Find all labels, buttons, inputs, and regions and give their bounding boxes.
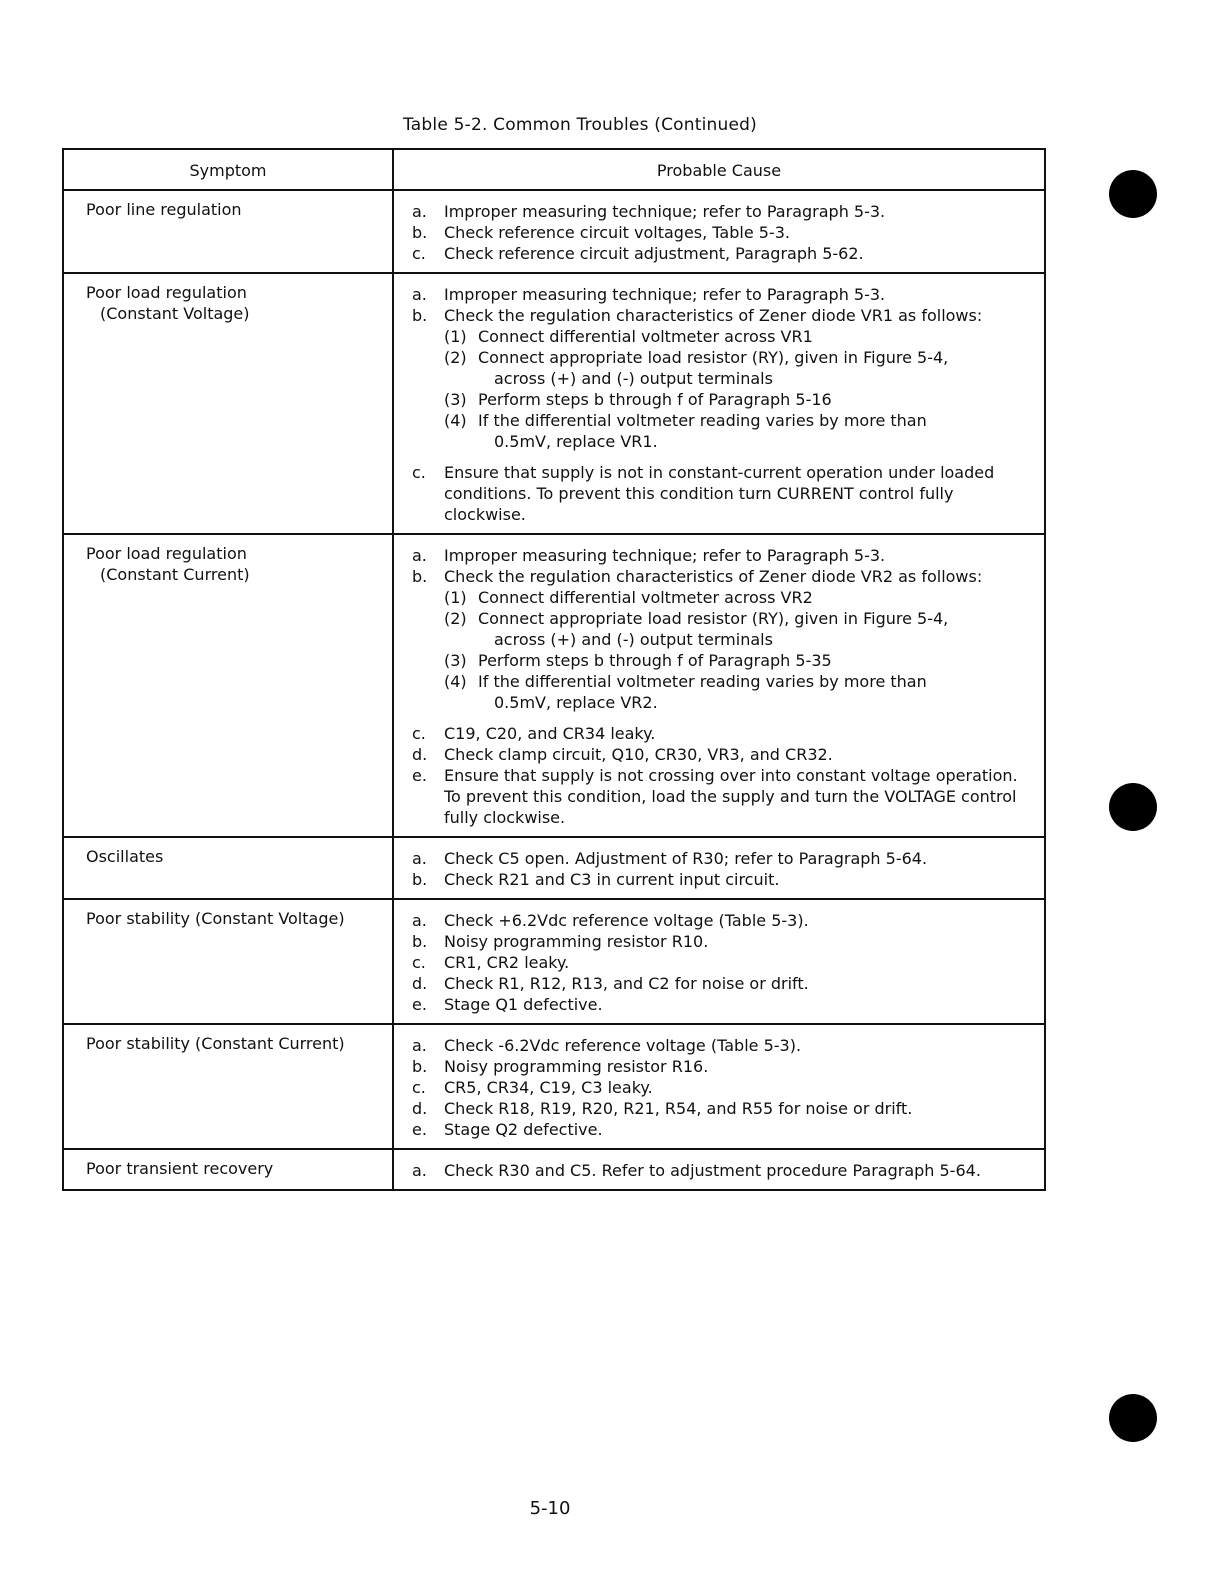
cause-item [412, 848, 1032, 869]
cause-text: Noisy programming resistor R16. [444, 1057, 709, 1076]
cause-letter: c. [412, 724, 426, 743]
cause-item [412, 1056, 1032, 1077]
binder-hole-top [1109, 170, 1157, 218]
symptom-text: Poor stability (Constant Voltage) [86, 909, 345, 928]
binder-hole-middle [1109, 783, 1157, 831]
cause-text: Improper measuring technique; refer to Paragraph 5-3. [444, 546, 886, 565]
cause-text: Check +6.2Vdc reference voltage (Table 5-3). [444, 911, 809, 930]
substep-number: (4) [444, 411, 467, 430]
cause-letter: b. [412, 306, 428, 325]
cause-text: Ensure that supply is not crossing over into constant voltage operation. To prevent this condition, load the supply and turn the VOLTAGE control fully clockwise. [444, 766, 1018, 827]
probable-cause-cell [394, 838, 1044, 898]
symptom-cell [64, 535, 394, 836]
table-row [64, 1025, 1044, 1150]
symptom-text: (Constant Voltage) [100, 304, 250, 323]
symptom-cell [64, 274, 394, 533]
substep-text: If the differential voltmeter reading varies by more than [478, 672, 927, 691]
cause-letter: a. [412, 546, 427, 565]
cause-letter: c. [412, 463, 426, 482]
cause-letter: a. [412, 1036, 427, 1055]
cause-letter: b. [412, 870, 428, 889]
substep-text: Connect appropriate load resistor (RY), given in Figure 5-4, [478, 609, 949, 628]
cause-item [412, 305, 1032, 452]
cause-letter: c. [412, 1078, 426, 1097]
cause-text: Check R30 and C5. Refer to adjustment procedure Paragraph 5-64. [444, 1161, 981, 1180]
cause-text: Check clamp circuit, Q10, CR30, VR3, and CR32. [444, 745, 833, 764]
cause-item [412, 243, 1032, 264]
cause-text: Check R21 and C3 in current input circuit. [444, 870, 780, 889]
symptom-cell [64, 1150, 394, 1189]
substep-text: Perform steps b through f of Paragraph 5-35 [478, 651, 832, 670]
cause-item [412, 1160, 1032, 1181]
substep-text: Connect appropriate load resistor (RY), given in Figure 5-4, [478, 348, 949, 367]
substep-text: across (+) and (-) output terminals [494, 369, 773, 388]
symptom-text: (Constant Current) [100, 565, 250, 584]
cause-letter: a. [412, 849, 427, 868]
substep-text: If the differential voltmeter reading varies by more than [478, 411, 927, 430]
cause-letter: d. [412, 745, 428, 764]
cause-substep [444, 608, 1032, 650]
table-row [64, 535, 1044, 838]
cause-text: CR5, CR34, C19, C3 leaky. [444, 1078, 653, 1097]
cause-letter: a. [412, 285, 427, 304]
probable-cause-cell [394, 900, 1044, 1023]
cause-letter: c. [412, 953, 426, 972]
cause-text: Check R1, R12, R13, and C2 for noise or drift. [444, 974, 809, 993]
cause-substep [444, 650, 1032, 671]
cause-item [412, 1077, 1032, 1098]
substep-text: 0.5mV, replace VR2. [494, 693, 658, 712]
cause-substep [444, 347, 1032, 389]
substep-text: across (+) and (-) output terminals [494, 630, 773, 649]
symptom-text: Poor line regulation [86, 200, 242, 219]
page-number: 5-10 [529, 1498, 571, 1519]
probable-cause-cell [394, 274, 1044, 533]
probable-cause-cell [394, 1150, 1044, 1189]
cause-letter: d. [412, 974, 428, 993]
cause-item [412, 723, 1032, 744]
cause-item [412, 931, 1032, 952]
cause-letter: b. [412, 932, 428, 951]
cause-item [412, 1098, 1032, 1119]
substep-number: (1) [444, 327, 467, 346]
cause-letter: b. [412, 1057, 428, 1076]
symptom-cell [64, 838, 394, 898]
cause-item [412, 1035, 1032, 1056]
cause-text: Check reference circuit voltages, Table 5-3. [444, 223, 790, 242]
table-row [64, 274, 1044, 535]
cause-text: Ensure that supply is not in constant-current operation under loaded conditions. To prevent this condition turn CURRENT control fully clockwise. [444, 463, 995, 524]
symptom-cell [64, 900, 394, 1023]
cause-text: Check C5 open. Adjustment of R30; refer to Paragraph 5-64. [444, 849, 928, 868]
cause-text: Stage Q1 defective. [444, 995, 603, 1014]
symptom-text: Poor load regulation [86, 544, 247, 563]
symptom-text: Poor stability (Constant Current) [86, 1034, 345, 1053]
cause-text: Check the regulation characteristics of Zener diode VR1 as follows: [444, 306, 983, 325]
substep-number: (3) [444, 651, 467, 670]
cause-letter: e. [412, 995, 427, 1014]
substep-number: (1) [444, 588, 467, 607]
cause-text: C19, C20, and CR34 leaky. [444, 724, 656, 743]
cause-substep [444, 410, 1032, 452]
cause-item [412, 994, 1032, 1015]
cause-text: Check reference circuit adjustment, Paragraph 5-62. [444, 244, 864, 263]
substep-number: (2) [444, 609, 467, 628]
cause-letter: b. [412, 223, 428, 242]
binder-hole-bottom [1109, 1394, 1157, 1442]
cause-item [412, 1119, 1032, 1140]
cause-item [412, 545, 1032, 566]
cause-letter: a. [412, 911, 427, 930]
table-row [64, 900, 1044, 1025]
cause-text: Check -6.2Vdc reference voltage (Table 5-3). [444, 1036, 802, 1055]
cause-substep [444, 389, 1032, 410]
substep-text: Connect differential voltmeter across VR2 [478, 588, 813, 607]
cause-text: CR1, CR2 leaky. [444, 953, 570, 972]
cause-item [412, 744, 1032, 765]
substep-number: (3) [444, 390, 467, 409]
symptom-cell [64, 191, 394, 272]
cause-item [412, 765, 1032, 828]
table-title: Table 5-2. Common Troubles (Continued) [403, 115, 757, 135]
cause-letter: e. [412, 1120, 427, 1139]
cause-letter: b. [412, 567, 428, 586]
cause-text: Noisy programming resistor R10. [444, 932, 709, 951]
symptom-cell [64, 1025, 394, 1148]
cause-item [412, 566, 1032, 713]
table-row [64, 838, 1044, 900]
cause-letter: e. [412, 766, 427, 785]
probable-cause-cell [394, 535, 1044, 836]
cause-item [412, 462, 1032, 525]
cause-item [412, 910, 1032, 931]
cause-substep [444, 326, 1032, 347]
cause-substep [444, 587, 1032, 608]
cause-item [412, 222, 1032, 243]
cause-letter: a. [412, 1161, 427, 1180]
cause-substep [444, 671, 1032, 713]
substep-text: Perform steps b through f of Paragraph 5-16 [478, 390, 832, 409]
table-header-row [64, 150, 1044, 191]
probable-cause-column-header: Probable Cause [656, 161, 782, 180]
cause-item [412, 952, 1032, 973]
substep-number: (4) [444, 672, 467, 691]
cause-item [412, 201, 1032, 222]
probable-cause-cell [394, 1025, 1044, 1148]
cause-text: Check R18, R19, R20, R21, R54, and R55 for noise or drift. [444, 1099, 913, 1118]
probable-cause-cell [394, 191, 1044, 272]
common-troubles-table [62, 148, 1046, 1191]
table-row [64, 1150, 1044, 1189]
cause-text: Improper measuring technique; refer to Paragraph 5-3. [444, 285, 886, 304]
symptom-text: Poor load regulation [86, 283, 247, 302]
cause-letter: a. [412, 202, 427, 221]
substep-text: Connect differential voltmeter across VR1 [478, 327, 813, 346]
symptom-text: Oscillates [86, 847, 164, 866]
cause-text: Stage Q2 defective. [444, 1120, 603, 1139]
cause-text: Improper measuring technique; refer to Paragraph 5-3. [444, 202, 886, 221]
symptom-text: Poor transient recovery [86, 1159, 274, 1178]
cause-item [412, 973, 1032, 994]
cause-letter: d. [412, 1099, 428, 1118]
cause-letter: c. [412, 244, 426, 263]
cause-item [412, 284, 1032, 305]
substep-text: 0.5mV, replace VR1. [494, 432, 658, 451]
cause-item [412, 869, 1032, 890]
cause-text: Check the regulation characteristics of Zener diode VR2 as follows: [444, 567, 983, 586]
symptom-column-header: Symptom [64, 150, 394, 189]
table-row [64, 191, 1044, 274]
substep-number: (2) [444, 348, 467, 367]
